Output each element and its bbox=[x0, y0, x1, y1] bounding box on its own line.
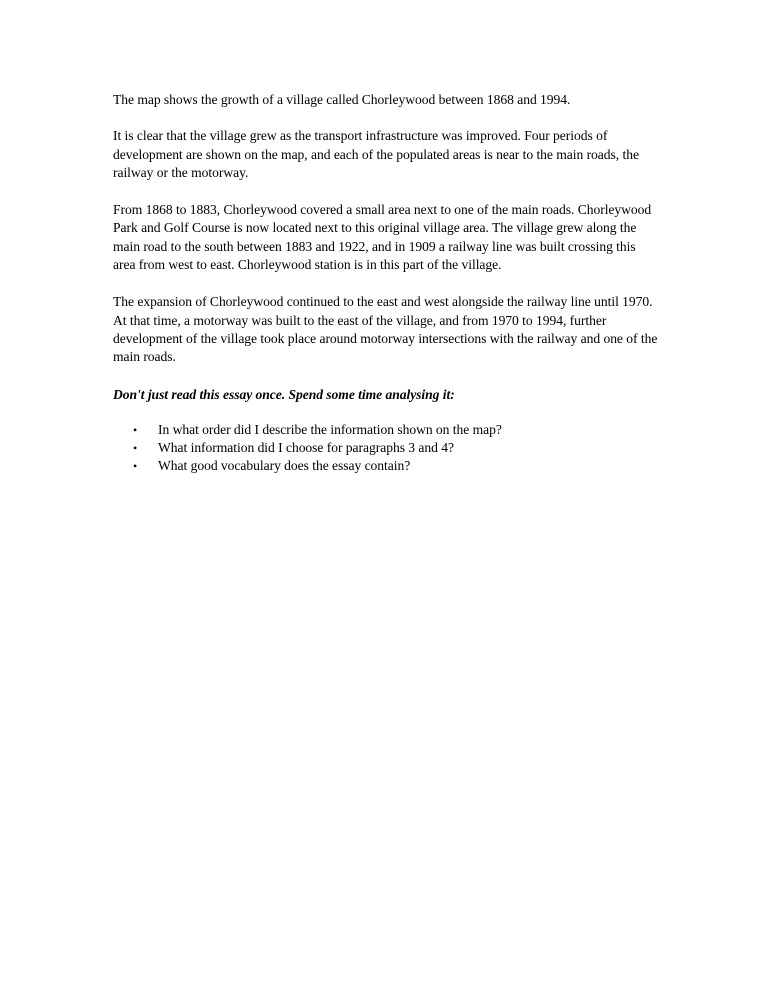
intro-paragraph: The map shows the growth of a village called Chorleywood between 1868 and 1994. bbox=[113, 92, 571, 107]
body-paragraph-early-growth: From 1868 to 1883, Chorleywood covered a small area next to one of the main roads. Chorleywood Park and Golf Course is now located next to this original village area. The village grew along the main road to the south between 1883 and 1922, and in 1909 a railway line was built crossing this area from west to east. Chorleywood station is in this part of the village. bbox=[113, 202, 652, 273]
question-text: In what order did I describe the information shown on the map? bbox=[158, 421, 502, 437]
analysis-prompt: Don't just read this essay once. Spend some time analysing it: bbox=[113, 386, 455, 402]
question-text: What good vocabulary does the essay contain? bbox=[158, 458, 411, 474]
question-text: What information did I choose for paragraphs 3 and 4? bbox=[158, 440, 454, 456]
bullet-icon: • bbox=[133, 459, 138, 474]
bullet-icon: • bbox=[133, 441, 138, 456]
overview-paragraph: It is clear that the village grew as the transport infrastructure was improved. Four periods of development are shown on the map, and each of the populated areas is near to the main roads, the railway or the motorway. bbox=[113, 128, 639, 180]
question-item bbox=[113, 457, 658, 475]
essay-page bbox=[113, 91, 658, 476]
question-list bbox=[113, 421, 658, 476]
bullet-icon: • bbox=[133, 422, 138, 437]
question-item bbox=[113, 421, 658, 439]
body-paragraph-later-growth: The expansion of Chorleywood continued to the east and west alongside the railway line until 1970. At that time, a motorway was built to the east of the village, and from 1970 to 1994, further development of the village took place around motorway intersections with the railway and one of the main roads. bbox=[113, 294, 658, 365]
question-item bbox=[113, 439, 658, 457]
